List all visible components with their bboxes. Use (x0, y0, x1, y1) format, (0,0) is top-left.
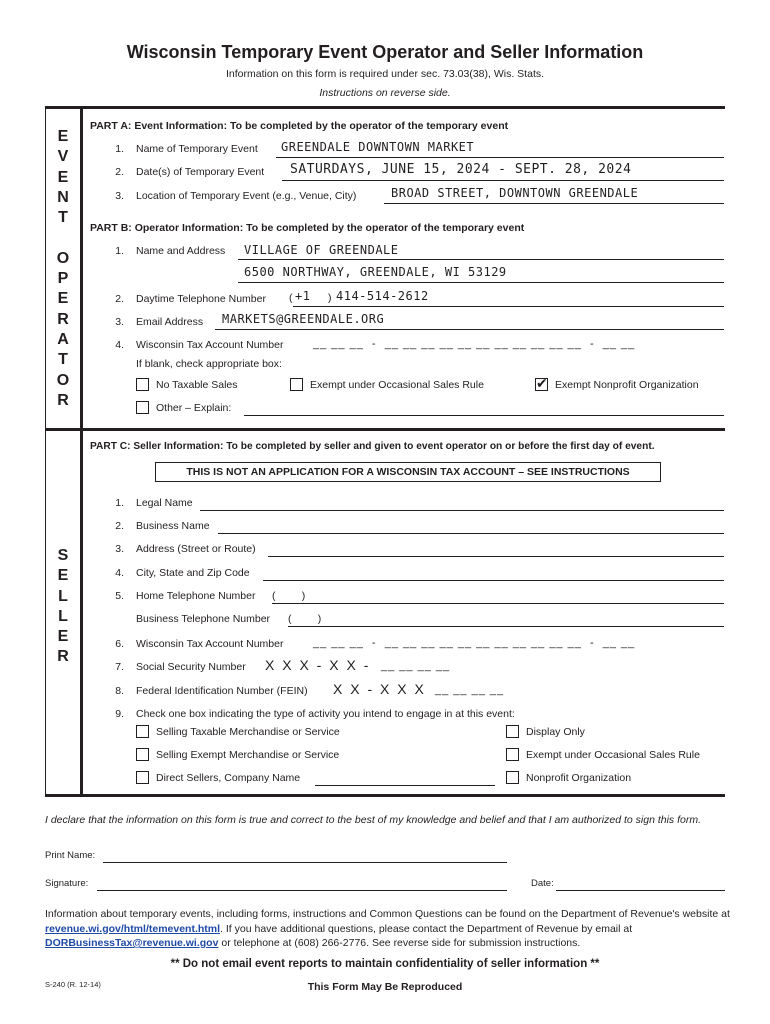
print-name-label: Print Name: (45, 850, 96, 861)
operator-phone-label: Daytime Telephone Number (136, 293, 266, 305)
operator-tax-label: Wisconsin Tax Account Number (136, 339, 284, 351)
exempt-occasional-seller-checkbox[interactable] (506, 748, 519, 761)
address-line[interactable] (268, 556, 724, 557)
operator-address-field[interactable]: 6500 NORTHWAY, GREENDALE, WI 53129 (244, 265, 507, 279)
sidebar-seller-letter: E (57, 567, 69, 585)
activity-num: 9. (115, 708, 124, 720)
exempt-nonprofit-label: Exempt Nonprofit Organization (555, 379, 699, 391)
exempt-merch-label: Selling Exempt Merchandise or Service (156, 749, 340, 761)
direct-sellers-label: Direct Sellers, Company Name (156, 772, 301, 784)
print-name-line[interactable] (103, 862, 507, 863)
other-explain-label: Other – Explain: (156, 402, 232, 414)
business-name-label: Business Name (136, 520, 210, 532)
home-phone-parens: ( ) (272, 590, 306, 602)
exempt-occasional-label: Exempt under Occasional Sales Rule (310, 379, 484, 391)
operator-tax-num: 4. (115, 339, 124, 351)
direct-sellers-company-line[interactable] (315, 785, 495, 786)
operator-phone-num: 2. (115, 293, 124, 305)
sidebar-seller-letter: L (58, 587, 68, 605)
sidebar-seller (48, 546, 78, 668)
not-application-notice: THIS IS NOT AN APPLICATION FOR A WISCONSIN TAX ACCOUNT – SEE INSTRUCTIONS (155, 462, 661, 482)
event-dates-line (282, 180, 724, 181)
info-text-2: . If you have additional questions, please contact the Department of Revenue by email at (220, 922, 633, 935)
business-phone-parens: ( ) (288, 613, 322, 625)
nonprofit-checkbox[interactable] (506, 771, 519, 784)
operator-email-field[interactable]: MARKETS@GREENDALE.ORG (222, 312, 385, 326)
info-text-1: Information about temporary events, including forms, instructions and Common Questions can be found on the Department of Revenue's website at (45, 908, 730, 920)
seller-tax-field[interactable]: __ __ __ - __ __ __ __ __ __ __ __ __ __ __ - __ __ (313, 637, 636, 649)
seller-tax-label: Wisconsin Tax Account Number (136, 638, 284, 650)
sidebar-event-operator-letter: T (58, 351, 68, 369)
sidebar-event-operator-letter: P (57, 270, 69, 288)
address-label: Address (Street or Route) (136, 543, 256, 555)
form-title: Wisconsin Temporary Event Operator and Seller Information (126, 42, 644, 62)
fein-field[interactable]: __ __ __ __ (435, 684, 505, 696)
top-rule (45, 106, 725, 109)
exempt-occasional-seller-label: Exempt under Occasional Sales Rule (526, 749, 700, 761)
sidebar-event-operator-letter: E (57, 290, 69, 308)
business-phone-label: Business Telephone Number (136, 613, 271, 625)
business-name-num: 2. (115, 520, 124, 532)
event-location-field[interactable]: BROAD STREET, DOWNTOWN GREENDALE (391, 186, 639, 200)
sidebar-event-operator-letter: O (56, 249, 70, 267)
info-paragraph (45, 907, 730, 951)
reproduced-note: This Form May Be Reproduced (307, 981, 463, 993)
operator-name-line (238, 259, 724, 260)
exempt-occasional-checkbox[interactable] (290, 378, 303, 391)
sidebar-seller-letter: R (57, 648, 69, 666)
exempt-merch-checkbox[interactable] (136, 748, 149, 761)
ssn-num: 7. (115, 661, 124, 673)
operator-name-field[interactable]: VILLAGE OF GREENDALE (244, 243, 399, 257)
confidentiality-warning: ** Do not email event reports to maintain confidentiality of seller information ** (170, 958, 600, 970)
operator-email-label: Email Address (136, 316, 204, 328)
ssn-field[interactable]: __ __ __ __ (381, 660, 451, 672)
operator-phone-field[interactable]: 414-514-2612 (336, 289, 429, 303)
event-name-field[interactable]: GREENDALE DOWNTOWN MARKET (281, 140, 475, 154)
sidebar-event-operator-letter: T (58, 209, 68, 227)
city-state-zip-label: City, State and Zip Code (136, 567, 250, 579)
left-rule (45, 106, 46, 796)
form-instructions-note: Instructions on reverse side. (319, 87, 451, 99)
fein-mask: X X - X X X (333, 681, 426, 697)
sidebar-event-operator-letter: R (57, 391, 69, 409)
sidebar-event-operator-letter: A (57, 330, 69, 348)
sidebar-event-operator-letter: R (57, 310, 69, 328)
fein-label: Federal Identification Number (FEIN) (136, 685, 308, 697)
home-phone-label: Home Telephone Number (136, 590, 256, 602)
direct-sellers-checkbox[interactable] (136, 771, 149, 784)
part-c-heading: PART C: Seller Information: To be completed by seller and given to event operator on or before the first day of event. (90, 441, 655, 452)
operator-name-label: Name and Address (136, 245, 226, 257)
operator-name-num: 1. (115, 245, 124, 257)
operator-seller-divider (45, 428, 725, 431)
home-phone-num: 5. (115, 590, 124, 602)
legal-name-num: 1. (115, 497, 124, 509)
part-a-heading: PART A: Event Information: To be completed by the operator of the temporary event (90, 120, 509, 132)
info-text-3: or telephone at (608) 266-2776. See reverse side for submission instructions. (218, 937, 581, 949)
form-id: S-240 (R. 12-14) (45, 980, 101, 989)
city-state-zip-line[interactable] (263, 580, 724, 581)
operator-if-blank: If blank, check appropriate box: (136, 358, 282, 370)
display-only-label: Display Only (526, 726, 585, 738)
event-location-num: 3. (115, 190, 124, 202)
event-location-line (384, 203, 724, 204)
sidebar-event-operator-letter: V (57, 148, 69, 166)
operator-phone-area-close: ) (328, 292, 332, 304)
email-link[interactable]: DORBusinessTax@revenue.wi.gov (45, 937, 219, 949)
legal-name-label: Legal Name (136, 497, 193, 509)
ssn-label: Social Security Number (136, 661, 246, 673)
event-dates-num: 2. (115, 166, 124, 178)
event-dates-field[interactable]: SATURDAYS, JUNE 15, 2024 - SEPT. 28, 2024 (290, 162, 632, 177)
no-taxable-sales-label: No Taxable Sales (156, 379, 238, 391)
taxable-merch-label: Selling Taxable Merchandise or Service (156, 726, 340, 738)
signature-label: Signature: (45, 878, 89, 889)
operator-address-line (238, 282, 724, 283)
other-explain-line[interactable] (244, 415, 724, 416)
activity-label: Check one box indicating the type of activity you intend to engage in at this event: (136, 708, 515, 720)
event-dates-label: Date(s) of Temporary Event (136, 166, 265, 178)
event-location-label: Location of Temporary Event (e.g., Venue, City) (136, 190, 357, 202)
sidebar-seller-letter: S (57, 547, 69, 564)
operator-phone-area-open: ( (289, 292, 293, 304)
bottom-rule (45, 794, 725, 797)
other-explain-checkbox[interactable] (136, 401, 149, 414)
operator-email-line (215, 329, 724, 330)
taxable-merch-checkbox[interactable] (136, 725, 149, 738)
operator-tax-field[interactable]: __ __ __ - __ __ __ __ __ __ __ __ __ __ __ - __ __ (313, 338, 636, 350)
part-b-heading: PART B: Operator Information: To be completed by the operator of the temporary event (90, 222, 525, 234)
legal-name-line[interactable] (200, 510, 724, 511)
form-subtitle: Information on this form is required under sec. 73.03(38), Wis. Stats. (225, 68, 545, 80)
business-name-line[interactable] (218, 533, 724, 534)
fein-num: 8. (115, 685, 124, 697)
date-label: Date: (531, 878, 554, 889)
sidebar-rule (80, 106, 83, 796)
seller-tax-num: 6. (115, 638, 124, 650)
website-link[interactable]: revenue.wi.gov/html/temevent.html (45, 922, 221, 935)
ssn-mask: X X X - X X - (265, 657, 371, 673)
sidebar-event-operator-letter (48, 228, 78, 248)
sidebar-event-operator-letter: E (57, 128, 69, 145)
event-name-line (276, 157, 724, 158)
signature-line[interactable] (97, 890, 507, 891)
nonprofit-label: Nonprofit Organization (526, 772, 632, 784)
city-state-zip-num: 4. (115, 567, 124, 579)
business-phone-line[interactable] (288, 626, 724, 627)
operator-email-num: 3. (115, 316, 124, 328)
address-num: 3. (115, 543, 124, 555)
exempt-nonprofit-checkbox[interactable] (535, 375, 548, 391)
sidebar-event-operator-letter: N (57, 188, 69, 206)
sidebar-seller-letter: L (58, 607, 68, 625)
operator-phone-area-field[interactable]: +1 (295, 289, 311, 303)
event-name-num: 1. (115, 143, 124, 155)
home-phone-line[interactable] (272, 603, 724, 604)
sidebar-seller-letter: E (57, 628, 69, 646)
sidebar-event-operator-letter: E (57, 168, 69, 186)
sidebar-event-operator (48, 127, 78, 411)
operator-phone-line (293, 306, 724, 307)
declaration-text: I declare that the information on this form is true and correct to the best of my knowledge and belief and that I am authorized to sign this form. (45, 814, 702, 826)
check-icon: ✔ (536, 375, 548, 391)
event-name-label: Name of Temporary Event (136, 143, 258, 155)
no-taxable-sales-checkbox[interactable] (136, 378, 149, 391)
sidebar-event-operator-letter: O (56, 371, 70, 389)
display-only-checkbox[interactable] (506, 725, 519, 738)
date-line[interactable] (556, 890, 725, 891)
